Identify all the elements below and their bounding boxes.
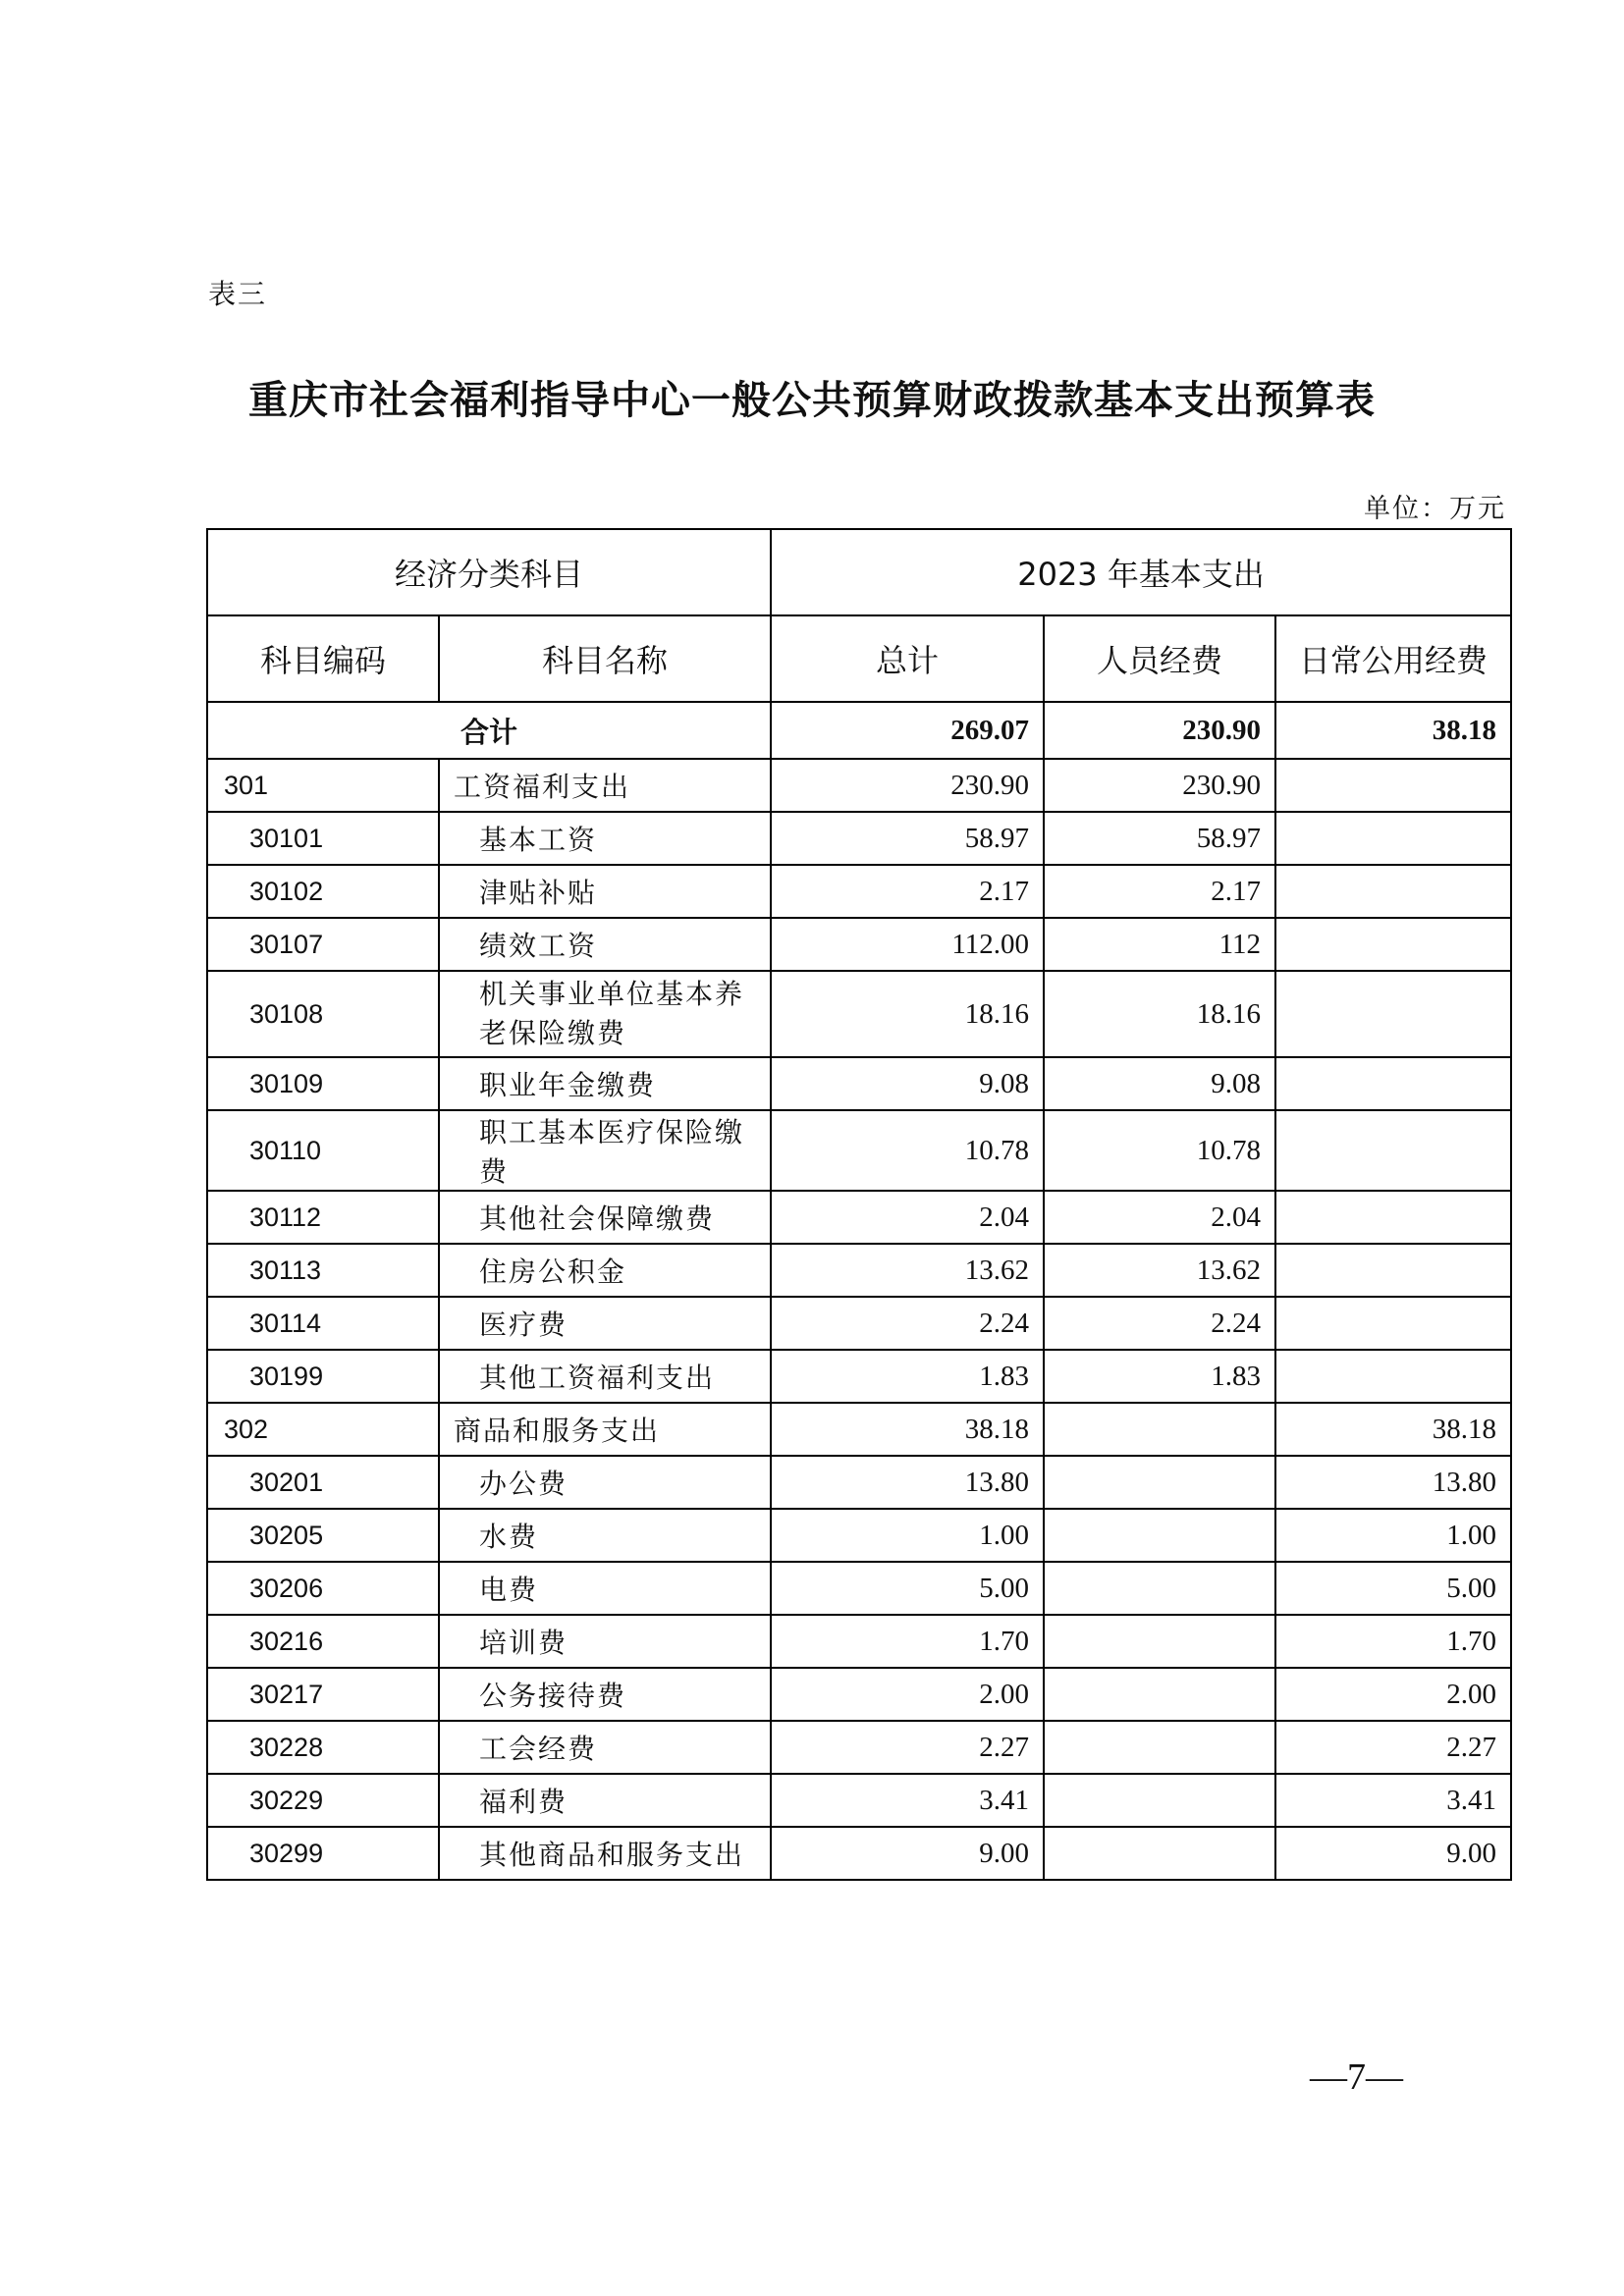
page-title: 重庆市社会福利指导中心一般公共预算财政拨款基本支出预算表 (248, 377, 1376, 423)
cell-name: 福利费 (439, 1774, 771, 1827)
table-row (207, 918, 1511, 971)
cell-public: 3.41 (1275, 1774, 1511, 1827)
cell-public (1275, 1191, 1511, 1244)
cell-personnel (1044, 1827, 1275, 1880)
total-row (207, 702, 1511, 759)
cell-total: 13.80 (771, 1456, 1044, 1509)
page-number: —7— (1310, 2056, 1403, 2098)
cell-code: 30205 (207, 1509, 439, 1562)
total-personnel: 230.90 (1044, 702, 1275, 759)
cell-personnel (1044, 1562, 1275, 1615)
cell-code: 30299 (207, 1827, 439, 1880)
cell-code: 30229 (207, 1774, 439, 1827)
cell-total: 3.41 (771, 1774, 1044, 1827)
table-row (207, 1774, 1511, 1827)
cell-total: 5.00 (771, 1562, 1044, 1615)
cell-name: 基本工资 (439, 812, 771, 865)
cell-public (1275, 1057, 1511, 1110)
cell-total: 1.00 (771, 1509, 1044, 1562)
table-row (207, 1456, 1511, 1509)
cell-name: 医疗费 (439, 1297, 771, 1350)
cell-personnel: 10.78 (1044, 1110, 1275, 1191)
cell-name: 津贴补贴 (439, 865, 771, 918)
cell-code: 30199 (207, 1350, 439, 1403)
cell-public (1275, 1244, 1511, 1297)
cell-public: 5.00 (1275, 1562, 1511, 1615)
cell-name: 办公费 (439, 1456, 771, 1509)
unit-note: 单位：万元 (1364, 494, 1506, 524)
table-row (207, 1403, 1511, 1456)
cell-total: 1.70 (771, 1615, 1044, 1668)
total-public: 38.18 (1275, 702, 1511, 759)
cell-name: 其他社会保障缴费 (439, 1191, 771, 1244)
cell-total: 2.04 (771, 1191, 1044, 1244)
cell-code: 30108 (207, 971, 439, 1057)
cell-name: 职业年金缴费 (439, 1057, 771, 1110)
table-row (207, 1668, 1511, 1721)
table-row (207, 1562, 1511, 1615)
cell-total: 1.83 (771, 1350, 1044, 1403)
cell-personnel: 1.83 (1044, 1350, 1275, 1403)
cell-public (1275, 971, 1511, 1057)
cell-public (1275, 1110, 1511, 1191)
table-row (207, 865, 1511, 918)
cell-personnel: 2.17 (1044, 865, 1275, 918)
cell-total: 13.62 (771, 1244, 1044, 1297)
table-row (207, 1244, 1511, 1297)
cell-public: 1.00 (1275, 1509, 1511, 1562)
cell-total: 2.27 (771, 1721, 1044, 1774)
cell-personnel: 58.97 (1044, 812, 1275, 865)
cell-public: 1.70 (1275, 1615, 1511, 1668)
cell-personnel (1044, 1403, 1275, 1456)
cell-total: 230.90 (771, 759, 1044, 812)
cell-name: 电费 (439, 1562, 771, 1615)
cell-public: 38.18 (1275, 1403, 1511, 1456)
table-row (207, 812, 1511, 865)
header-name: 科目名称 (439, 615, 771, 702)
cell-personnel: 112 (1044, 918, 1275, 971)
cell-total: 10.78 (771, 1110, 1044, 1191)
table-row (207, 1350, 1511, 1403)
cell-code: 30228 (207, 1721, 439, 1774)
cell-code: 30114 (207, 1297, 439, 1350)
header-personnel: 人员经费 (1044, 615, 1275, 702)
table-row (207, 759, 1511, 812)
header-economic-category: 经济分类科目 (207, 529, 771, 615)
cell-code: 30112 (207, 1191, 439, 1244)
cell-code: 30109 (207, 1057, 439, 1110)
cell-personnel: 2.24 (1044, 1297, 1275, 1350)
cell-public (1275, 759, 1511, 812)
cell-name: 其他工资福利支出 (439, 1350, 771, 1403)
cell-name: 工会经费 (439, 1721, 771, 1774)
cell-code: 30217 (207, 1668, 439, 1721)
cell-total: 2.24 (771, 1297, 1044, 1350)
cell-name: 工资福利支出 (439, 759, 771, 812)
cell-code: 30107 (207, 918, 439, 971)
total-label: 合计 (207, 702, 771, 759)
table-row (207, 1297, 1511, 1350)
cell-personnel: 2.04 (1044, 1191, 1275, 1244)
total-total: 269.07 (771, 702, 1044, 759)
cell-personnel (1044, 1615, 1275, 1668)
cell-code: 30216 (207, 1615, 439, 1668)
table-row (207, 1110, 1511, 1191)
cell-public (1275, 1350, 1511, 1403)
cell-total: 58.97 (771, 812, 1044, 865)
cell-personnel (1044, 1721, 1275, 1774)
cell-public (1275, 918, 1511, 971)
table-label: 表三 (208, 278, 268, 310)
cell-code: 30101 (207, 812, 439, 865)
cell-name: 水费 (439, 1509, 771, 1562)
cell-personnel: 9.08 (1044, 1057, 1275, 1110)
table-row (207, 1191, 1511, 1244)
cell-public (1275, 865, 1511, 918)
table-row (207, 1827, 1511, 1880)
header-public: 日常公用经费 (1275, 615, 1511, 702)
cell-code: 302 (207, 1403, 439, 1456)
cell-total: 112.00 (771, 918, 1044, 971)
header-total: 总计 (771, 615, 1044, 702)
cell-name: 职工基本医疗保险缴费 (439, 1110, 771, 1191)
cell-public: 2.00 (1275, 1668, 1511, 1721)
cell-total: 2.17 (771, 865, 1044, 918)
cell-name: 培训费 (439, 1615, 771, 1668)
table-row (207, 1615, 1511, 1668)
cell-public: 2.27 (1275, 1721, 1511, 1774)
header-code: 科目编码 (207, 615, 439, 702)
table-row (207, 1721, 1511, 1774)
cell-personnel (1044, 1774, 1275, 1827)
cell-personnel: 230.90 (1044, 759, 1275, 812)
cell-code: 301 (207, 759, 439, 812)
cell-name: 商品和服务支出 (439, 1403, 771, 1456)
cell-personnel (1044, 1456, 1275, 1509)
cell-code: 30206 (207, 1562, 439, 1615)
table-row (207, 1057, 1511, 1110)
cell-name: 其他商品和服务支出 (439, 1827, 771, 1880)
table-row (207, 971, 1511, 1057)
cell-personnel: 18.16 (1044, 971, 1275, 1057)
cell-public (1275, 812, 1511, 865)
cell-name: 绩效工资 (439, 918, 771, 971)
cell-total: 9.00 (771, 1827, 1044, 1880)
cell-name: 住房公积金 (439, 1244, 771, 1297)
cell-code: 30113 (207, 1244, 439, 1297)
cell-total: 9.08 (771, 1057, 1044, 1110)
cell-personnel (1044, 1668, 1275, 1721)
cell-total: 2.00 (771, 1668, 1044, 1721)
cell-personnel (1044, 1509, 1275, 1562)
table-body (207, 702, 1511, 1880)
cell-code: 30102 (207, 865, 439, 918)
cell-public: 13.80 (1275, 1456, 1511, 1509)
cell-code: 30110 (207, 1110, 439, 1191)
cell-name: 机关事业单位基本养老保险缴费 (439, 971, 771, 1057)
cell-total: 18.16 (771, 971, 1044, 1057)
table-row (207, 1509, 1511, 1562)
budget-table (206, 528, 1512, 1881)
cell-code: 30201 (207, 1456, 439, 1509)
cell-public: 9.00 (1275, 1827, 1511, 1880)
cell-name: 公务接待费 (439, 1668, 771, 1721)
cell-personnel: 13.62 (1044, 1244, 1275, 1297)
cell-total: 38.18 (771, 1403, 1044, 1456)
cell-public (1275, 1297, 1511, 1350)
header-basic-expenditure: 2023 年基本支出 (771, 529, 1511, 615)
